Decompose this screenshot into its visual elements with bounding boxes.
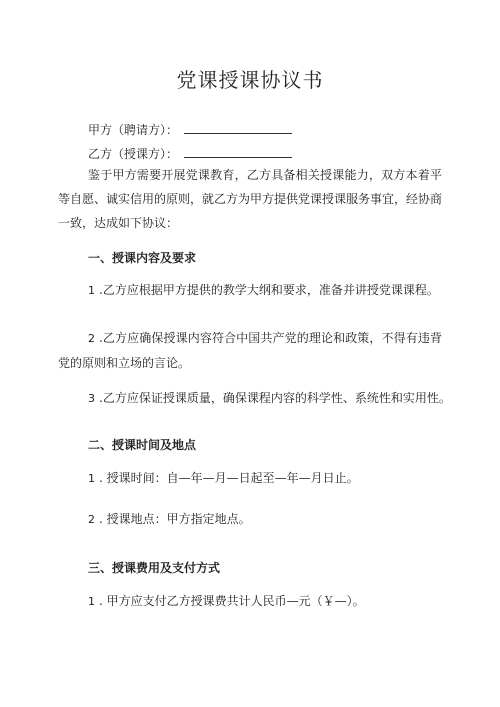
party-b-line (88, 145, 292, 162)
section-3-item-1 (88, 593, 365, 610)
item-number: 2 (88, 332, 95, 345)
section-1-item-1 (88, 282, 439, 299)
item-number: 1 (88, 595, 95, 608)
section-heading-3: 三、授课费用及支付方式 (88, 561, 221, 575)
section-1-item-2 (58, 326, 442, 375)
section-heading-1: 一、授课内容及要求 (88, 251, 197, 265)
party-a-line (88, 121, 292, 138)
document-title: 党课授课协议书 (176, 68, 324, 92)
section-1-item-3 (88, 390, 451, 407)
item-number: 2 (88, 513, 95, 526)
item-number: 1 (88, 472, 95, 485)
item-text: .乙方应确保授课内容符合中国共产党的理论和政策，不得有违背党的原则和立场的言论。 (58, 331, 442, 370)
item-number: 1 (88, 284, 95, 297)
party-b-blank (184, 145, 292, 158)
item-number: 3 (88, 392, 95, 405)
item-text: .乙方应根据甲方提供的教学大纲和要求，准备并讲授党课课程。 (99, 283, 439, 297)
preamble-paragraph: 鉴于甲方需要开展党课教育，乙方具备相关授课能力，双方本着平等自愿、诚实信用的原则，就乙方为甲方提供党课授课服务事宜，经协商一致，达成如下协议： (58, 168, 443, 230)
party-a-label: 甲方（聘请方）： (88, 123, 179, 137)
section-heading-2: 二、授课时间及地点 (88, 438, 197, 452)
section-2-item-1 (88, 470, 359, 487)
party-a-blank (184, 121, 292, 134)
section-2-item-2 (88, 511, 251, 528)
party-b-label: 乙方（授课方）： (88, 147, 179, 161)
item-text: .乙方应保证授课质量，确保课程内容的科学性、系统性和实用性。 (99, 391, 451, 405)
item-text: . 甲方应支付乙方授课费共计人民币—元（￥—）。 (99, 594, 365, 608)
item-text: . 授课地点：甲方指定地点。 (99, 512, 251, 526)
item-text: . 授课时间：自—年—月—日起至—年—月日止。 (99, 471, 359, 485)
